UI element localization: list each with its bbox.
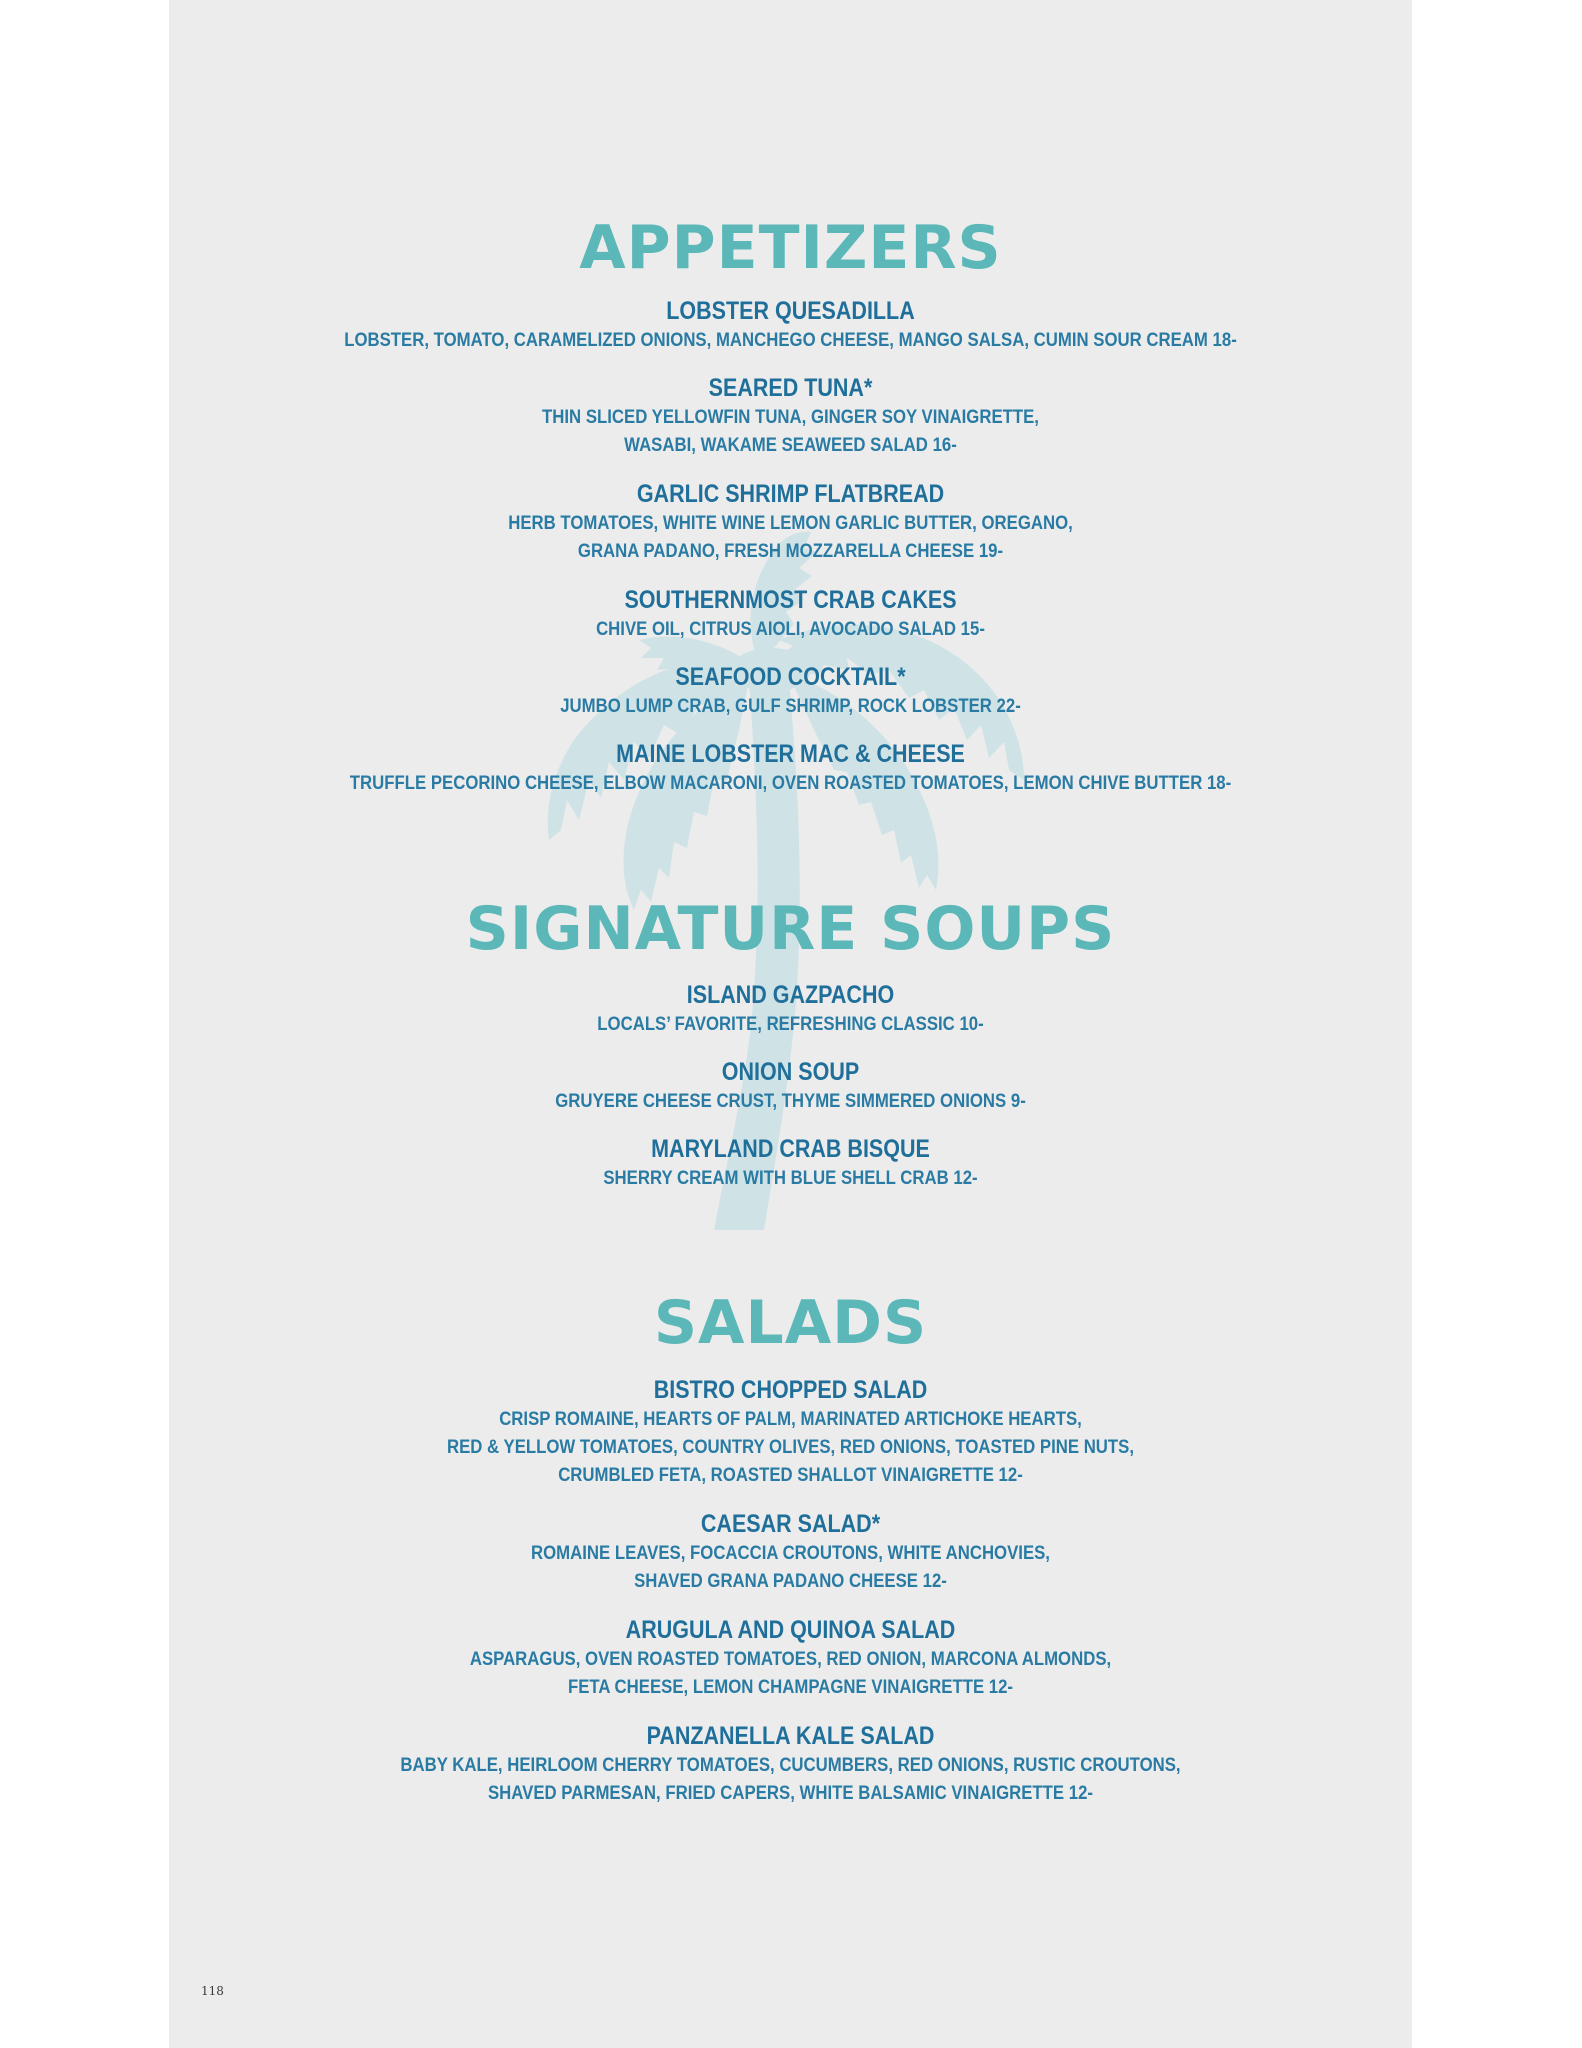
menu-item-arugula-quinoa-salad — [169, 1615, 1412, 1701]
item-name: ISLAND GAZPACHO — [686, 981, 895, 1009]
item-name: LOBSTER QUESADILLA — [666, 297, 915, 325]
item-description: TRUFFLE PECORINO CHEESE, ELBOW MACARONI, OVEN ROASTED TOMATOES, LEMON CHIVE BUTTER 18- — [349, 772, 1232, 794]
section-title-salads: SALADS — [653, 1288, 928, 1358]
item-description: SHERRY CREAM WITH BLUE SHELL CRAB 12- — [603, 1167, 978, 1189]
item-name: PANZANELLA KALE SALAD — [646, 1722, 935, 1750]
menu-item-lobster-quesadilla — [169, 296, 1412, 354]
menu-item-maryland-crab-bisque — [169, 1134, 1412, 1192]
item-description: THIN SLICED YELLOWFIN TUNA, GINGER SOY VINAIGRETTE, — [542, 406, 1039, 428]
menu-item-southernmost-crab-cakes — [169, 585, 1412, 643]
menu-item-panzanella-kale-salad — [169, 1721, 1412, 1807]
item-description: ASPARAGUS, OVEN ROASTED TOMATOES, RED ONION, MARCONA ALMONDS, — [469, 1648, 1112, 1670]
item-description: GRUYERE CHEESE CRUST, THYME SIMMERED ONIONS 9- — [555, 1090, 1026, 1112]
item-description: SHAVED GRANA PADANO CHEESE 12- — [634, 1570, 947, 1592]
item-name: MAINE LOBSTER MAC & CHEESE — [616, 740, 965, 768]
menu-item-maine-lobster-mac-cheese — [169, 739, 1412, 797]
item-name: ONION SOUP — [721, 1058, 860, 1086]
item-name: MARYLAND CRAB BISQUE — [651, 1135, 930, 1163]
item-description: GRANA PADANO, FRESH MOZZARELLA CHEESE 19- — [577, 540, 1004, 562]
menu-item-seafood-cocktail — [169, 662, 1412, 720]
item-description: BABY KALE, HEIRLOOM CHERRY TOMATOES, CUCUMBERS, RED ONIONS, RUSTIC CROUTONS, — [400, 1754, 1181, 1776]
item-description: CRUMBLED FETA, ROASTED SHALLOT VINAIGRETTE 12- — [558, 1464, 1023, 1486]
item-description: LOCALS’ FAVORITE, REFRESHING CLASSIC 10- — [597, 1013, 984, 1035]
menu-item-caesar-salad — [169, 1509, 1412, 1595]
item-name: ARUGULA AND QUINOA SALAD — [625, 1616, 956, 1644]
item-name: SEARED TUNA* — [708, 374, 873, 402]
section-title-signature-soups: SIGNATURE SOUPS — [465, 894, 1116, 964]
item-description: HERB TOMATOES, WHITE WINE LEMON GARLIC BUTTER, OREGANO, — [508, 512, 1073, 534]
menu-item-island-gazpacho — [169, 980, 1412, 1038]
page-number: 118 — [201, 1984, 224, 1998]
item-description: FETA CHEESE, LEMON CHAMPAGNE VINAIGRETTE 12- — [567, 1676, 1014, 1698]
section-title-appetizers: APPETIZERS — [579, 213, 1002, 283]
menu-item-garlic-shrimp-flatbread — [169, 479, 1412, 565]
item-name: GARLIC SHRIMP FLATBREAD — [636, 480, 945, 508]
item-description: LOBSTER, TOMATO, CARAMELIZED ONIONS, MANCHEGO CHEESE, MANGO SALSA, CUMIN SOUR CREAM 18- — [344, 329, 1237, 351]
item-description: CHIVE OIL, CITRUS AIOLI, AVOCADO SALAD 15- — [596, 618, 985, 640]
item-name: BISTRO CHOPPED SALAD — [653, 1376, 928, 1404]
item-description: ROMAINE LEAVES, FOCACCIA CROUTONS, WHITE ANCHOVIES, — [531, 1542, 1050, 1564]
item-description: SHAVED PARMESAN, FRIED CAPERS, WHITE BALSAMIC VINAIGRETTE 12- — [487, 1782, 1094, 1804]
item-description: CRISP ROMAINE, HEARTS OF PALM, MARINATED ARTICHOKE HEARTS, — [499, 1408, 1082, 1430]
item-description: JUMBO LUMP CRAB, GULF SHRIMP, ROCK LOBSTER 22- — [560, 695, 1021, 717]
menu-item-seared-tuna — [169, 373, 1412, 459]
item-name: SEAFOOD COCKTAIL* — [675, 663, 906, 691]
menu-page — [169, 0, 1412, 2048]
item-name: CAESAR SALAD* — [700, 1510, 881, 1538]
item-name: SOUTHERNMOST CRAB CAKES — [624, 586, 957, 614]
item-description: RED & YELLOW TOMATOES, COUNTRY OLIVES, RED ONIONS, TOASTED PINE NUTS, — [446, 1436, 1135, 1458]
menu-item-bistro-chopped-salad — [169, 1375, 1412, 1489]
menu-item-onion-soup — [169, 1057, 1412, 1115]
item-description: WASABI, WAKAME SEAWEED SALAD 16- — [624, 434, 957, 456]
